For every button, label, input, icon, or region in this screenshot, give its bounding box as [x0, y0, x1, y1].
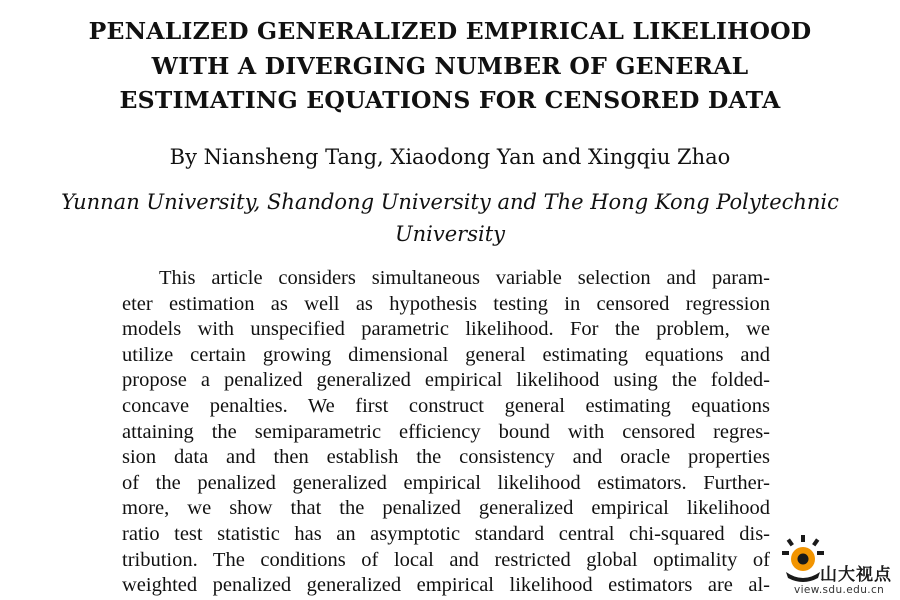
abstract-line: ratio test statistic has an asymptotic standard central chi-squared dis- [122, 522, 770, 545]
watermark-name: 山大视点 [820, 565, 892, 585]
abstract-line: more, we show that the penalized generalized empirical likelihood [122, 497, 770, 520]
abstract-line: weighted penalized generalized empirical likelihood estimators are al- [122, 574, 770, 597]
affiliation [0, 186, 900, 250]
abstract-line: This article considers simultaneous variable selection and param- [159, 267, 770, 289]
abstract-line: concave penalties. We first construct general estimating equations [122, 394, 770, 417]
abstract-line: models with unspecified parametric likelihood. For the problem, we [122, 318, 770, 341]
title-line: ESTIMATING EQUATIONS FOR CENSORED DATA [119, 86, 781, 114]
title-line: PENALIZED GENERALIZED EMPIRICAL LIKELIHOOD [88, 17, 812, 45]
abstract-line: eter estimation as well as hypothesis testing in censored regression [122, 292, 770, 315]
title-line: WITH A DIVERGING NUMBER OF GENERAL [151, 51, 749, 80]
paper-title [0, 14, 900, 118]
abstract-line: propose a penalized generalized empirical likelihood using the folded- [122, 369, 770, 392]
abstract-line: tribution. The conditions of local and restricted global optimality of [122, 548, 770, 571]
watermark-logo [778, 532, 900, 600]
watermark-url: view.sdu.edu.cn [794, 584, 885, 596]
abstract-line: sion data and then establish the consistency and oracle properties [122, 446, 770, 469]
affiliation-line: Yunnan University, Shandong University and The Hong Kong Polytechnic [61, 190, 839, 214]
author-line: By Niansheng Tang, Xiaodong Yan and Xingqiu Zhao [169, 145, 731, 169]
affiliation-line: University [394, 222, 506, 246]
abstract-line: utilize certain growing dimensional general estimating equations and [122, 343, 770, 366]
abstract-line: attaining the semiparametric efficiency bound with censored regres- [122, 420, 770, 443]
abstract [122, 266, 770, 599]
abstract-line: of the penalized generalized empirical likelihood estimators. Further- [122, 471, 770, 494]
